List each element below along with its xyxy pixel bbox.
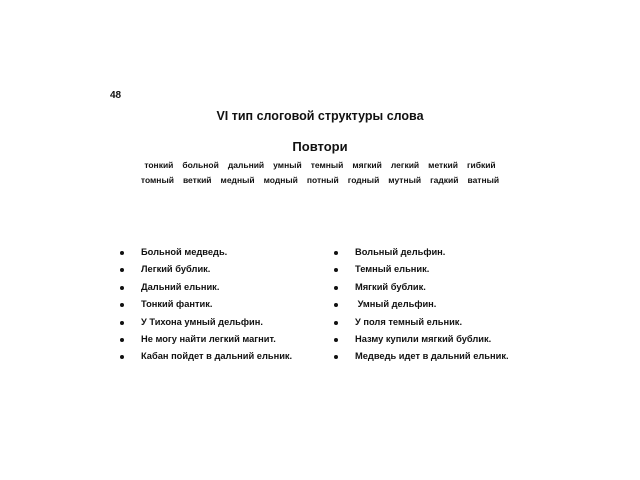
list-item bbox=[334, 314, 509, 331]
list-item bbox=[120, 331, 292, 348]
phrase-list-left bbox=[120, 244, 292, 366]
bullet-icon bbox=[334, 355, 338, 359]
bullet-icon bbox=[120, 321, 124, 325]
word: тонкий bbox=[144, 160, 174, 170]
word: медный bbox=[220, 175, 255, 185]
bullet-icon bbox=[334, 286, 338, 290]
phrase-list-right bbox=[334, 244, 509, 366]
list-item-text: У Тихона умный дельфин. bbox=[141, 316, 263, 327]
word: гадкий bbox=[430, 175, 459, 185]
list-item-text: У поля темный ельник. bbox=[355, 316, 463, 327]
word: меткий bbox=[428, 160, 458, 170]
bullet-icon bbox=[334, 321, 338, 325]
page-title: VI тип слоговой структуры слова bbox=[216, 109, 424, 123]
list-item-text: Легкий бублик. bbox=[141, 264, 211, 275]
word: мягкий bbox=[352, 160, 382, 170]
bullet-icon bbox=[334, 338, 338, 342]
list-item bbox=[334, 331, 509, 348]
list-item bbox=[334, 296, 509, 313]
word: гибкий bbox=[466, 160, 496, 170]
list-item bbox=[120, 348, 292, 365]
bullet-icon bbox=[120, 338, 124, 342]
bullet-icon bbox=[120, 286, 124, 290]
bullet-icon bbox=[120, 268, 124, 272]
word: модный bbox=[263, 175, 298, 185]
list-item-text: Медведь идет в дальний ельник. bbox=[355, 351, 509, 362]
word: годный bbox=[347, 175, 380, 185]
list-item-text: Темный ельник. bbox=[355, 264, 430, 275]
list-item-text: Умный дельфин. bbox=[355, 299, 437, 310]
word-row-1 bbox=[0, 160, 640, 170]
list-item-text: Тонкий фантик. bbox=[141, 299, 213, 310]
word: ватный bbox=[467, 175, 500, 185]
list-item bbox=[334, 279, 509, 296]
bullet-icon bbox=[334, 303, 338, 307]
word: мутный bbox=[388, 175, 422, 185]
word: легкий bbox=[390, 160, 420, 170]
word: томный bbox=[140, 175, 174, 185]
word: веткий bbox=[182, 175, 212, 185]
list-item-text: Больной медведь. bbox=[141, 247, 228, 257]
list-item-text: Кабан пойдет в дальний ельник. bbox=[141, 351, 293, 362]
page-number: 48 bbox=[110, 90, 122, 101]
word: дальний bbox=[227, 160, 265, 170]
list-item bbox=[120, 261, 292, 278]
bullet-icon bbox=[120, 251, 124, 255]
list-item-text: Мягкий бублик. bbox=[355, 281, 426, 292]
list-item-text: Вольный дельфин. bbox=[355, 247, 446, 257]
word: умный bbox=[273, 160, 302, 170]
word-row-2 bbox=[0, 175, 640, 185]
list-item bbox=[334, 261, 509, 278]
bullet-icon bbox=[120, 355, 124, 359]
list-item-text: Дальний ельник. bbox=[141, 281, 220, 292]
list-item bbox=[120, 314, 292, 331]
list-item bbox=[120, 296, 292, 313]
bullet-icon bbox=[120, 303, 124, 307]
list-item bbox=[120, 279, 292, 296]
word: больной bbox=[182, 160, 219, 170]
bullet-icon bbox=[334, 268, 338, 272]
list-item bbox=[120, 244, 292, 261]
list-item-text: Не могу найти легкий магнит. bbox=[141, 333, 276, 344]
list-item-text: Назму купили мягкий бублик. bbox=[355, 333, 492, 344]
word: потный bbox=[306, 175, 339, 185]
list-item bbox=[334, 244, 509, 261]
bullet-icon bbox=[334, 251, 338, 255]
word: темный bbox=[310, 160, 344, 170]
section-subtitle: Повтори bbox=[292, 139, 348, 154]
list-item bbox=[334, 348, 509, 365]
